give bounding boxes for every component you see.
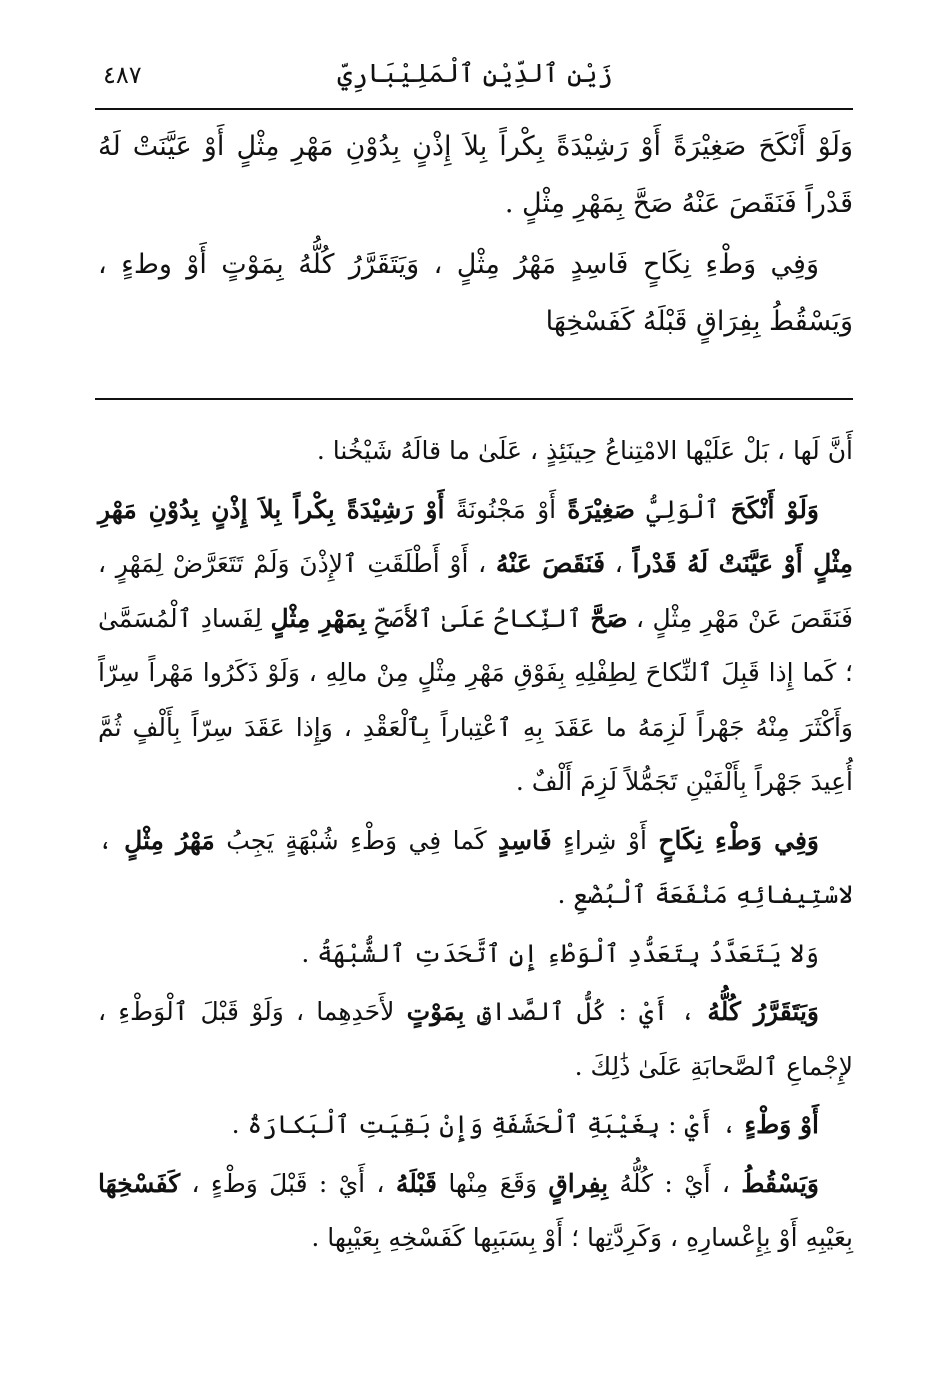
matn-quote: أَوْ وَطْءٍ bbox=[744, 1110, 819, 1139]
matn-quote: أَوْ رَشِيْدَةً بِكْراً بِلاَ إِذْنٍ بِدُوْنِ مَهْرِ مِثْلٍ أَوْ عَيَّنَتْ لَهُ قَدْراً bbox=[98, 494, 853, 578]
commentary-text: ، أَيْ : قَبْلَ وَطْءٍ ، bbox=[180, 1168, 396, 1198]
commentary-text: بِعَيْبِهِ أَوْ بِإِعْسارِهِ ، وَكَرِدَّتِها ؛ أَوْ بِسَبَبِها كَفَسْخِهِ بِعَيْبِها . bbox=[311, 1223, 853, 1252]
commentary-text: وَقَعَ مِنْها bbox=[437, 1168, 549, 1198]
matn-quote: وَلَوْ أَنْكَحَ bbox=[730, 494, 820, 524]
matn-paragraph: وَلَوْ أَنْكَحَ صَغِيْرَةً أَوْ رَشِيْدَةً بِكْراً بِلاَ إِذْنٍ بِدُوْنِ مَهْرِ مِثْلٍ أَوْ عَيَّنَتْ لَهُ قَدْراً فَنَقَصَ عَنْهُ صَحَّ بِمَهْرِ مِثْلٍ . bbox=[98, 131, 853, 219]
matn-paragraph: وَفِي وَطْءِ نِكَاحٍ فَاسِدٍ مَهْرُ مِثْلٍ ، وَيَتَقَرَّرُ كُلُّهُ بِمَوْتٍ أَوْ وطءٍ ، وَيَسْقُطُ بِفِرَاقٍ قَبْلَهُ كَفَسْخِهَا bbox=[98, 249, 853, 337]
running-title: زَيْن ٱلدِّيْنِ ٱلْمَلِيْبَارِيّ bbox=[337, 59, 613, 89]
matn-quote: مَهْرُ مِثْلٍ bbox=[124, 825, 215, 855]
matn-quote: كَفَسْخِهَا bbox=[98, 1168, 181, 1198]
page-number: ٤٨٧ bbox=[103, 61, 142, 89]
commentary-text: ، لاسْتِيفائِهِ مَنْفَعَةَ ٱلْبُضْعِ . bbox=[98, 825, 853, 909]
commentary-text: أَوْ مَجْنُونَةً bbox=[444, 494, 568, 524]
sharh-commentary-block bbox=[98, 424, 853, 1270]
page-header bbox=[95, 55, 855, 107]
matn-quote: فَنَقَصَ عَنْهُ bbox=[495, 549, 606, 578]
commentary-text: ، bbox=[605, 549, 633, 578]
commentary-paragraph bbox=[98, 814, 853, 923]
commentary-text: ، أَيْ : بِغَيْبَةِ ٱلْحَشَفَةِ وَإِنْ بَقِيَتِ ٱلْبَكارَةُ . bbox=[231, 1110, 745, 1139]
matn-quote: وَيَسْقُطُ bbox=[741, 1168, 819, 1198]
matn-quote: بِمَهْرِ مِثْلٍ bbox=[270, 603, 367, 633]
commentary-paragraph bbox=[98, 985, 853, 1094]
section-divider bbox=[95, 398, 853, 400]
commentary-text: ٱلْوَلِيُّ bbox=[635, 494, 731, 524]
commentary-text: كَما فِي وَطْءِ شُبْهَةٍ يَجِبُ bbox=[214, 825, 499, 855]
matn-quote: فَاسِدٍ bbox=[498, 825, 552, 855]
commentary-text: لِفَسادِ ٱلْمُسَمَّىٰ ؛ كَما إِذا قَبِلَ ٱلنِّكاحَ لِطِفْلِهِ بِفَوْقِ مَهْرِ مِثْلٍ مِنْ مالِهِ ، وَلَوْ ذَكَرُوا مَهْراً سِرّاً وَأَكْثَرَ مِنْهُ جَهْراً لَزِمَهُ ما عَقَدَ بِهِ ٱعْتِباراً بِٱلْعَقْدِ ، وَإِذا عَقَدَ سِرّاً بِأَلْفٍ ثُمَّ أُعِيدَ جَهْراً بِأَلْفَيْنِ تَجَمُّلاً لَزِمَ أَلْفٌ . bbox=[98, 603, 853, 796]
matn-quote: قَبْلَهُ bbox=[395, 1168, 437, 1198]
matn-quote: بِفِراقٍ bbox=[548, 1168, 609, 1198]
commentary-paragraph: أَنَّ لَها ، بَلْ عَلَيْها الامْتِناعُ حِينَئِذٍ ، عَلَىٰ ما قالَهُ شَيْخُنا . bbox=[316, 436, 853, 465]
commentary-paragraph: وَلا يَتَعَدَّدُ بِتَعَدُّدِ ٱلْوَطْءِ إِنِ ٱتَّحَدَتِ ٱلشُّبْهَةُ . bbox=[301, 938, 819, 968]
matn-quote: صَغِيْرَةً bbox=[567, 494, 636, 524]
header-divider bbox=[95, 108, 853, 110]
commentary-text: لأَحَدِهِما ، وَلَوْ قَبْلَ ٱلْوَطْءِ ، لإِجْماعِ ٱلصَّحابَةِ عَلَىٰ ذَٰلِكَ . bbox=[98, 997, 853, 1081]
matn-text-block bbox=[98, 118, 853, 354]
commentary-text: ، أَيْ : كُلُّ ٱلصَّداقِ bbox=[464, 997, 708, 1026]
commentary-text: ٱلنِّكاحُ عَلَىٰ ٱلأَصَحِّ bbox=[366, 603, 591, 633]
matn-quote: وَيَتَقَرَّرُ كُلُّهُ bbox=[707, 997, 820, 1026]
commentary-paragraph bbox=[98, 483, 853, 810]
matn-quote: وَفِي وَطْءِ نِكَاحٍ bbox=[658, 825, 819, 855]
commentary-text: أَوْ شِراءٍ bbox=[551, 825, 659, 855]
commentary-paragraph bbox=[98, 1098, 853, 1153]
matn-quote: صَحَّ bbox=[590, 603, 628, 633]
commentary-text: ، أَوْ أَطْلَقَتِ ٱلإِذْنَ وَلَمْ تَتَعَرَّضْ لِمَهْرٍ ، فَنَقَصَ عَنْ مَهْرِ مِثْلٍ ، bbox=[98, 549, 853, 633]
commentary-text: ، أَيْ : كُلُّهُ bbox=[608, 1168, 742, 1198]
commentary-paragraph bbox=[98, 1157, 853, 1266]
matn-quote: بِمَوْتٍ bbox=[406, 997, 465, 1026]
